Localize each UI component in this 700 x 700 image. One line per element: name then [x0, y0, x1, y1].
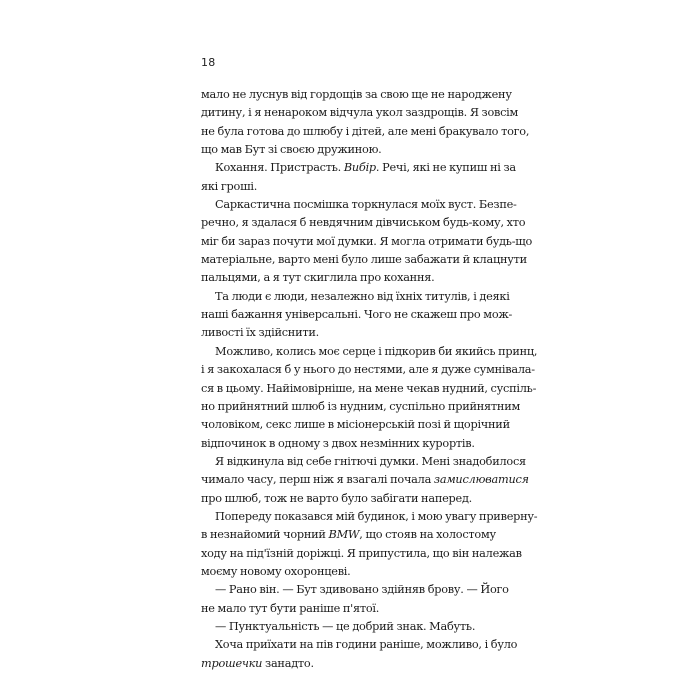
- text-run: ходу на під'їзній доріжці. Я припустила, що він належав: [201, 546, 522, 560]
- text-run: речно, я здалася б невдячним дівчиськом будь-кому, хто: [201, 216, 526, 230]
- text-run: Попереду показався мій будинок, і мою увагу приверну-: [215, 509, 538, 523]
- text-line: [201, 104, 519, 122]
- text-run: — Рано він. — Бут здивовано здійняв брову. — Його: [215, 583, 509, 597]
- text-run: Можливо, колись моє серце і підкорив би якийсь принц,: [215, 344, 538, 358]
- text-line: [201, 196, 517, 214]
- text-line: [201, 306, 513, 324]
- text-run: не була готова до шлюбу і дітей, але мені бракувало того,: [201, 124, 530, 138]
- text-line: [201, 141, 502, 159]
- text-run: мало не луснув від гордощів за свою ще не народжену: [201, 88, 512, 101]
- text-line: [201, 380, 537, 398]
- text-line: [201, 545, 522, 563]
- text-run: чимало часу, перш ніж я взагалі почала: [201, 473, 434, 487]
- text-run: дитину, і я ненароком відчула укол заздрощів. Я зовсім: [201, 106, 519, 120]
- text-line: [201, 490, 502, 508]
- text-line: [201, 178, 502, 196]
- text-run: Я відкинула від себе гнітючі думки. Мені знадобилося: [215, 454, 526, 468]
- text-line: [201, 453, 526, 471]
- italic-text: BMW: [328, 528, 360, 542]
- text-line: [201, 251, 527, 269]
- text-run: но прийнятний шлюб із нудним, суспільно прийнятним: [201, 399, 521, 413]
- text-run: міг би зараз почути мої думки. Я могла отримати будь-що: [201, 234, 533, 248]
- text-run: що мав Бут зі своєю дружиною.: [201, 143, 382, 157]
- text-run: в незнайомий чорний: [201, 528, 329, 542]
- text-line: [201, 508, 538, 526]
- text-line: [201, 636, 518, 654]
- text-line: [201, 435, 502, 453]
- text-run: Хоча приїхати на пів години раніше, можливо, і було: [215, 638, 518, 652]
- text-run: про шлюб, тож не варто було забігати наперед.: [201, 491, 473, 505]
- text-line: [201, 324, 502, 342]
- text-run: наші бажання універсальні. Чого не скажеш про мож-: [201, 308, 513, 322]
- text-line: [201, 471, 529, 489]
- text-line: [201, 288, 510, 306]
- text-run: Речі, які не купиш ні за: [379, 161, 516, 175]
- text-run: Кохання. Пристрасть.: [215, 161, 344, 175]
- body-text: [201, 86, 538, 673]
- text-line: [201, 398, 521, 416]
- text-line: [201, 361, 535, 379]
- text-line: [201, 581, 509, 599]
- text-run: і я закохалася б у нього до нестями, але я дуже сумнівала-: [201, 363, 535, 377]
- text-line: [201, 416, 510, 434]
- text-run: ся в цьому. Найімовірніше, на мене чекав нудний, суспіль-: [201, 381, 537, 395]
- text-line: [201, 123, 530, 141]
- text-run: моєму новому охоронцеві.: [201, 564, 351, 578]
- text-line: [201, 343, 538, 361]
- text-line: [201, 269, 502, 287]
- text-run: Саркастична посмішка торкнулася моїх вуст. Безпе-: [215, 198, 517, 212]
- italic-text: замислюватися: [433, 473, 529, 487]
- text-line: [201, 563, 502, 581]
- text-run: матеріальне, варто мені було лише забажати й клацнути: [201, 253, 527, 267]
- italic-text: трошечки: [201, 656, 263, 670]
- text-line: [201, 655, 502, 673]
- text-run: , що стояв на холостому: [359, 528, 496, 542]
- text-line: [201, 600, 502, 618]
- page-number: 18: [201, 56, 216, 69]
- text-run: занадто.: [262, 656, 314, 670]
- text-run: не мало тут бути раніше п'ятої.: [201, 601, 380, 615]
- text-run: — Пунктуальність — це добрий знак. Мабуть.: [215, 619, 476, 633]
- text-line: [201, 159, 516, 177]
- text-run: пальцями, а я тут скиглила про кохання.: [201, 271, 435, 285]
- text-run: Та люди є люди, незалежно від їхніх титулів, і деякі: [215, 289, 510, 303]
- text-line: [201, 86, 512, 104]
- italic-text: Вибір.: [343, 161, 380, 175]
- text-line: [201, 233, 533, 251]
- text-line: [201, 214, 526, 232]
- text-line: [201, 526, 502, 544]
- text-run: чоловіком, секс лише в місіонерській позі й щорічний: [201, 418, 510, 432]
- text-run: ливості їх здійснити.: [201, 326, 319, 340]
- text-run: які гроші.: [201, 179, 258, 193]
- text-line: [201, 618, 502, 636]
- text-run: відпочинок в одному з двох незмінних курортів.: [201, 436, 475, 450]
